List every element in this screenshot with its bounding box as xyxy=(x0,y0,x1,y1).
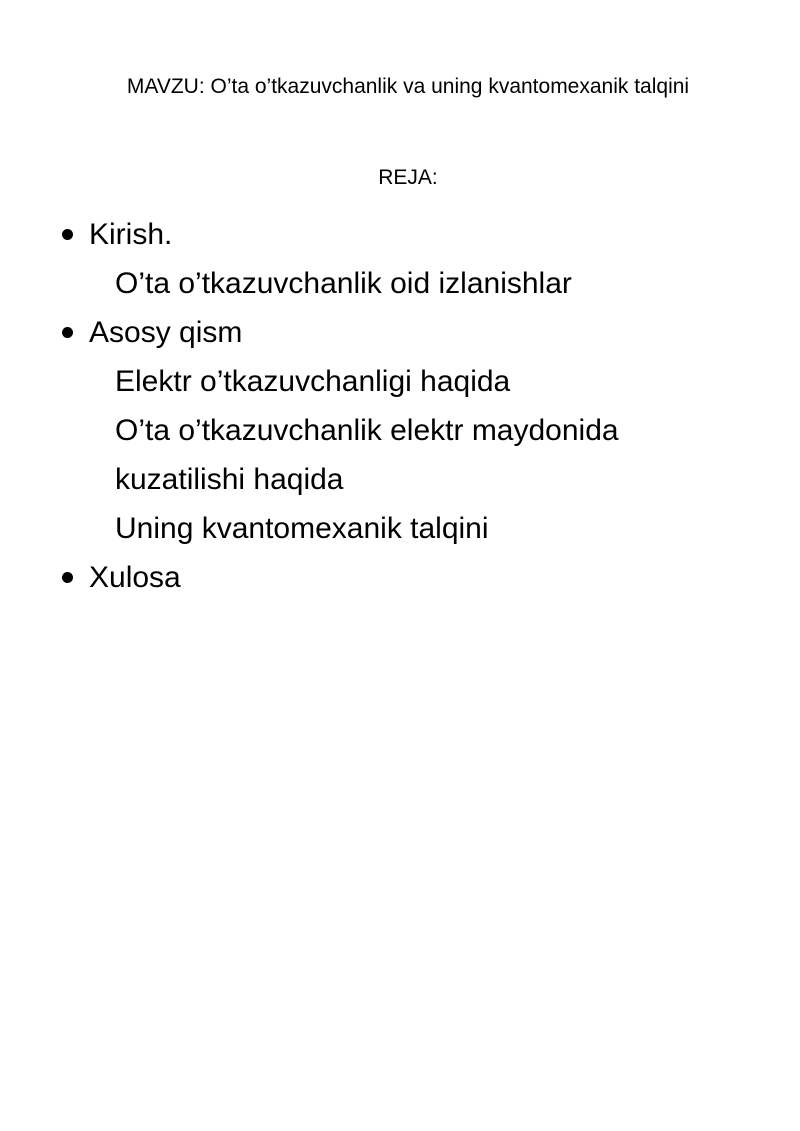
sub-item: O’ta o’tkazuvchanlik elektr maydonida xyxy=(115,414,619,447)
sub-list xyxy=(62,357,762,553)
plan-item-label: Xulosa xyxy=(89,561,181,594)
plan-item-label: Asosy qism xyxy=(89,316,243,349)
plan-item-kirish xyxy=(62,210,762,308)
plan-item-xulosa xyxy=(62,553,762,602)
sub-list xyxy=(62,259,762,308)
plan-item-label: Kirish. xyxy=(89,218,173,251)
sub-item: Uning kvantomexanik talqini xyxy=(115,512,489,545)
plan-item-asosy-qism xyxy=(62,308,762,553)
sub-item: O’ta o’tkazuvchanlik oid izlanishlar xyxy=(115,267,572,300)
bullet-icon xyxy=(62,572,73,583)
plan-list xyxy=(62,210,762,602)
sub-item: Elektr o’tkazuvchanligi haqida xyxy=(115,365,511,398)
sub-item: kuzatilishi haqida xyxy=(115,463,344,496)
bullet-icon xyxy=(62,229,73,240)
bullet-icon xyxy=(62,327,73,338)
document-title: MAVZU: O’ta o’tkazuvchanlik va uning kvantomexanik talqini xyxy=(126,75,690,98)
plan-heading: REJA: xyxy=(378,166,438,189)
